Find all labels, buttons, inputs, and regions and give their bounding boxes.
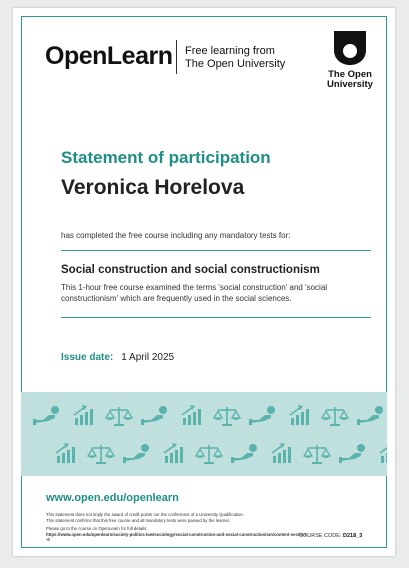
course-description: This 1-hour free course examined the terms 'social construction' and 'social constructionism' which are frequently used in the social sciences. [61,283,328,303]
scales-icon [214,407,240,426]
course-code-label: COURSE CODE: [299,533,342,539]
open-university-logo [326,30,374,110]
hand-coin-icon [141,406,167,425]
university-name: The Open University [327,69,373,90]
divider-bottom [61,317,371,318]
scales-icon [88,445,114,464]
growth-chart-icon [56,443,75,463]
course-code-value: D218_3 [343,533,363,539]
issue-date-value: 1 April 2025 [121,352,175,363]
decorative-icon-band [21,392,387,476]
hand-coin-icon [33,406,59,425]
hand-coin-icon [357,406,383,425]
scales-icon [322,407,348,426]
tagline-line2: The Open University [185,58,286,70]
fine-print [46,512,306,543]
growth-chart-icon [164,443,183,463]
issue-date-row [61,352,174,363]
disclaimer-passed: This statement confirms that this free course and all mandatory tests were passed by the learner. [46,517,231,523]
growth-chart-icon [74,405,93,425]
hand-coin-icon [231,444,257,463]
course-title: Social construction and social constructionism [61,264,320,276]
growth-chart-icon [380,443,387,463]
completion-statement: has completed the free course including any mandatory tests for: [61,231,291,240]
recipient-name: Veronica Horelova [61,176,245,199]
certificate-page [13,8,395,556]
disclaimer-credit: This statement does not imply the award of credit points nor the conferment of a University Qualification. [46,512,244,517]
open-university-shield-icon [333,30,367,66]
scales-icon [196,445,222,464]
scales-icon [106,407,132,426]
growth-chart-icon [290,405,309,425]
details-prompt: Please go to the course on OpenLearn for full details: [46,526,148,532]
tagline-line1: Free learning from [185,45,275,57]
openlearn-logo: OpenLearn [45,42,173,70]
hand-coin-icon [249,406,275,425]
divider-top [61,250,371,251]
logo-divider [176,40,177,74]
certificate-heading: Statement of participation [61,148,271,167]
growth-chart-icon [272,443,291,463]
course-link[interactable]: https://www.open.edu/openlearn/society-politics-law/sociology/social-construction-and-social-constructionism/content-section-0 [46,531,306,543]
growth-chart-icon [182,405,201,425]
course-code [299,533,362,539]
openlearn-tagline [185,45,285,71]
hand-coin-icon [339,444,365,463]
issue-date-label: Issue date: [61,352,114,363]
scales-icon [304,445,330,464]
decorative-pattern [21,392,387,476]
hand-coin-icon [123,444,149,463]
openlearn-link[interactable]: www.open.edu/openlearn [46,492,179,504]
